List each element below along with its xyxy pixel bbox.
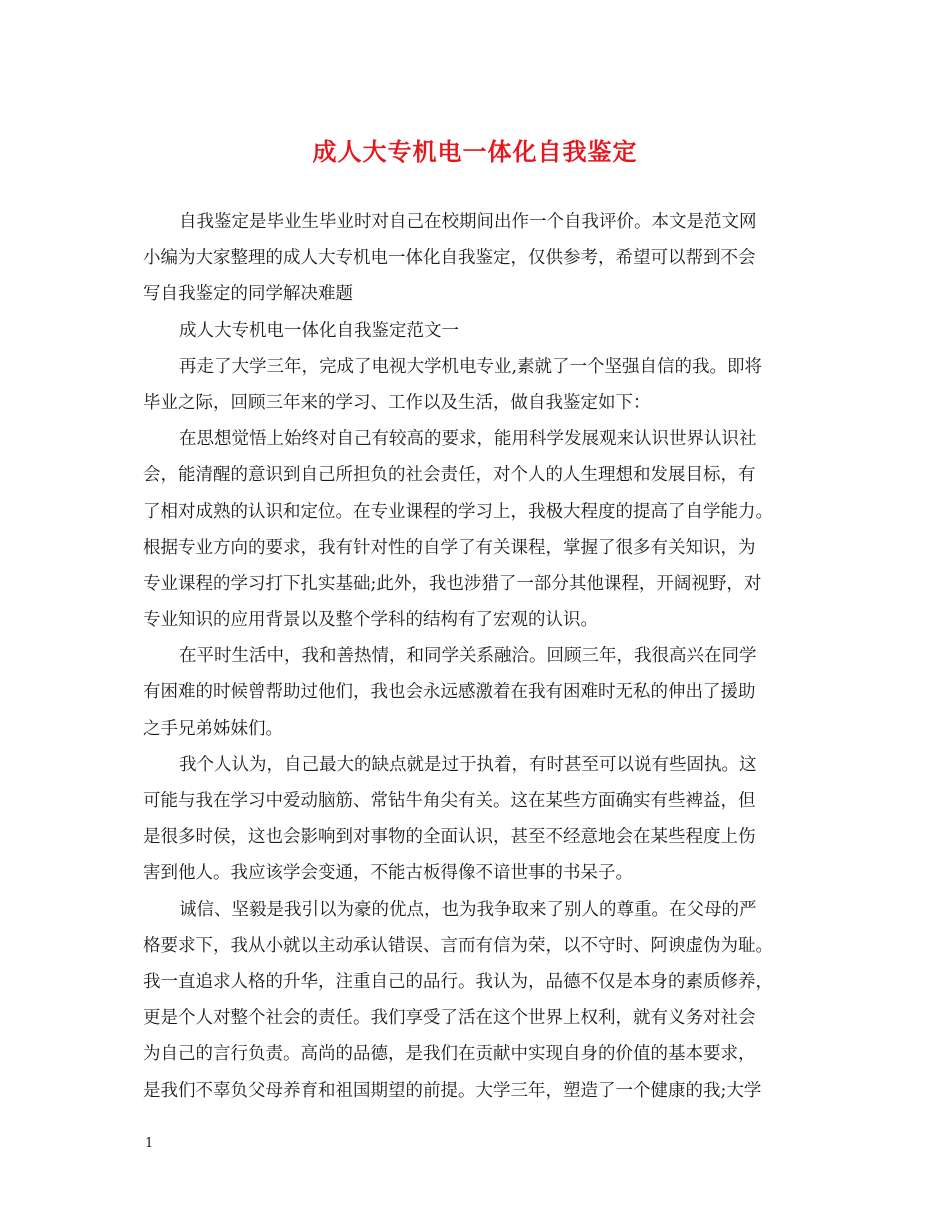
body-line: 诚信、坚毅是我引以为豪的优点，也为我争取来了别人的尊重。在父母的严 xyxy=(179,899,757,920)
body-line: 格要求下，我从小就以主动承认错误、言而有信为荣，以不守时、阿谀虚伪为耻。 xyxy=(143,935,773,956)
body-line: 自我鉴定是毕业生毕业时对自己在校期间出作一个自我评价。本文是范文网 xyxy=(179,212,757,232)
body-line: 有困难的时候曾帮助过他们，我也会永远感激着在我有困难时无私的伸出了援助 xyxy=(143,682,756,703)
body-line: 害到他人。我应该学会变通，不能古板得像不谙世事的书呆子。 xyxy=(143,863,633,884)
page-number: 1 xyxy=(145,1136,154,1151)
body-line: 在思想觉悟上始终对自己有较高的要求，能用科学发展观来认识世界认识社 xyxy=(179,429,757,450)
body-line: 是我们不辜负父母养育和祖国期望的前提。大学三年，塑造了一个健康的我;大学 xyxy=(143,1080,762,1101)
document-body xyxy=(143,204,808,1109)
body-line: 更是个人对整个社会的责任。我们享受了活在这个世界上权利，就有义务对社会 xyxy=(143,1008,756,1029)
body-line: 我一直追求人格的升华，注重自己的品行。我认为，品德不仅是本身的素质修养， xyxy=(143,971,773,992)
body-line: 可能与我在学习中爱动脑筋、常钻牛角尖有关。这在某些方面确实有些裨益，但 xyxy=(143,791,756,811)
section-heading: 成人大专机电一体化自我鉴定范文一 xyxy=(179,320,459,341)
body-line: 根据专业方向的要求，我有针对性的自学了有关课程，掌握了很多有关知识，为 xyxy=(143,537,756,558)
body-line: 专业课程的学习打下扎实基础;此外，我也涉猎了一部分其他课程，开阔视野，对 xyxy=(143,573,762,594)
body-line: 是很多时侯，这也会影响到对事物的全面认识，甚至不经意地会在某些程度上伤 xyxy=(143,827,756,848)
body-line: 为自己的言行负责。高尚的品德，是我们在贡献中实现自身的价值的基本要求， xyxy=(143,1044,756,1065)
document-title: 成人大专机电一体化自我鉴定 xyxy=(312,137,638,166)
body-line: 专业知识的应用背景以及整个学科的结构有了宏观的认识。 xyxy=(143,610,598,631)
body-line: 写自我鉴定的同学解决难题 xyxy=(143,284,353,305)
body-line: 了相对成熟的认识和定位。在专业课程的学习上，我极大程度的提高了自学能力。 xyxy=(143,501,773,522)
body-line: 我个人认为，自己最大的缺点就是过于执着，有时甚至可以说有些固执。这 xyxy=(179,754,757,775)
body-line: 会，能清醒的意识到自己所担负的社会责任，对个人的人生理想和发展目标，有 xyxy=(143,465,756,486)
body-line: 之手兄弟姊妹们。 xyxy=(143,718,283,739)
body-line: 小编为大家整理的成人大专机电一体化自我鉴定，仅供参考，希望可以帮到不会 xyxy=(143,248,756,269)
body-line: 在平时生活中，我和善热情，和同学关系融洽。回顾三年，我很高兴在同学 xyxy=(179,646,757,667)
body-line: 毕业之际，回顾三年来的学习、工作以及生活，做自我鉴定如下： xyxy=(143,392,651,413)
body-line: 再走了大学三年，完成了电视大学机电专业,素就了一个坚强自信的我。即将 xyxy=(179,356,763,377)
